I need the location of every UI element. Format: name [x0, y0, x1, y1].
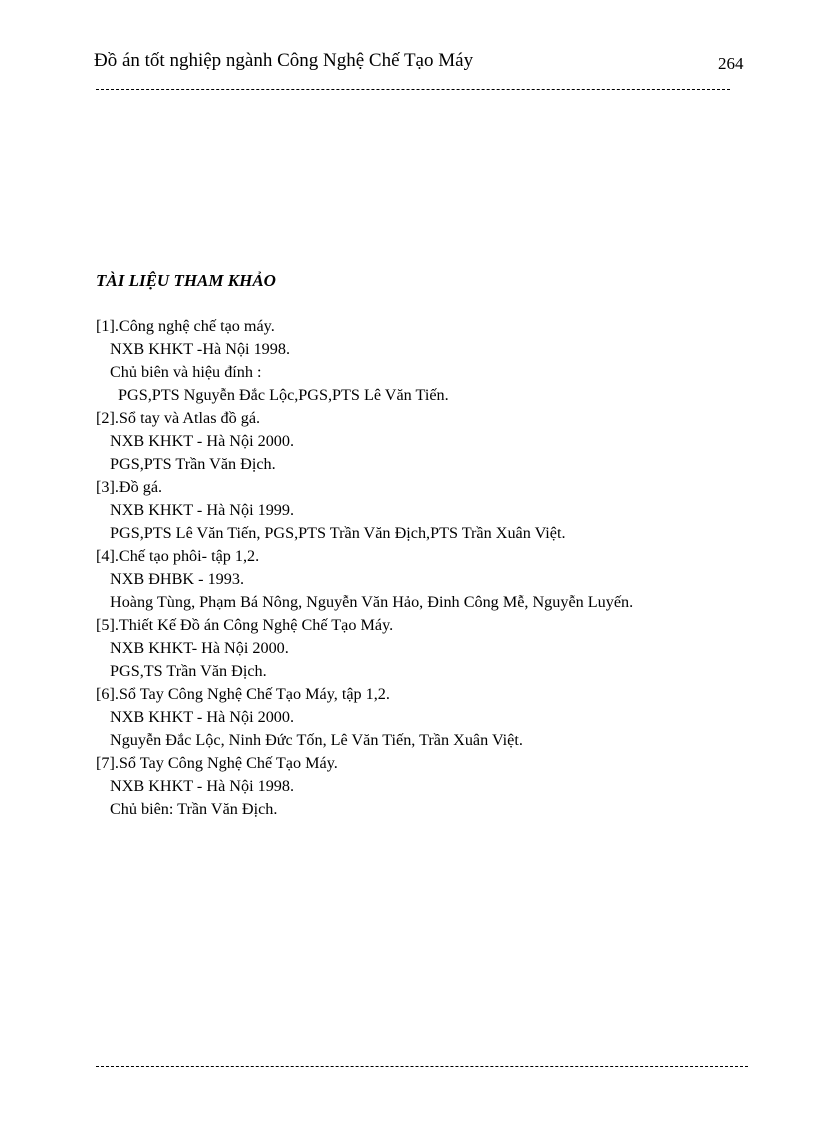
reference-entry	[96, 752, 776, 821]
reference-detail: Chủ biên và hiệu đính :	[110, 363, 262, 381]
reference-entry	[96, 614, 776, 683]
reference-list	[96, 315, 776, 821]
reference-title: [3].Đồ gá.	[96, 478, 163, 496]
reference-detail: Chủ biên: Trần Văn Địch.	[110, 800, 278, 818]
reference-entry	[96, 476, 776, 545]
reference-title: [5].Thiết Kế Đồ án Công Nghệ Chế Tạo Máy.	[96, 616, 394, 634]
reference-detail: NXB KHKT - Hà Nội 1998.	[110, 777, 295, 795]
reference-detail: NXB KHKT - Hà Nội 2000.	[110, 708, 295, 726]
reference-detail: PGS,PTS Trần Văn Địch.	[110, 455, 276, 473]
reference-detail: PGS,PTS Nguyễn Đắc Lộc,PGS,PTS Lê Văn Tiến.	[118, 386, 449, 404]
reference-detail: NXB KHKT- Hà Nội 2000.	[110, 639, 289, 657]
reference-title: [4].Chế tạo phôi- tập 1,2.	[96, 547, 260, 565]
footer-divider	[96, 1066, 748, 1067]
reference-detail: NXB ĐHBK - 1993.	[110, 570, 244, 588]
reference-detail: Nguyễn Đắc Lộc, Ninh Đức Tốn, Lê Văn Tiến, Trần Xuân Việt.	[110, 731, 523, 749]
reference-detail: NXB KHKT -Hà Nội 1998.	[110, 340, 290, 358]
header-divider	[96, 89, 730, 90]
reference-title: [6].Sổ Tay Công Nghệ Chế Tạo Máy, tập 1,2.	[96, 685, 390, 703]
document-title: Đồ án tốt nghiệp ngành Công Nghệ Chế Tạo Máy	[94, 50, 474, 71]
reference-title: [2].Sổ tay và Atlas đồ gá.	[96, 409, 261, 427]
reference-detail: NXB KHKT - Hà Nội 1999.	[110, 501, 295, 519]
reference-title: [7].Sổ Tay Công Nghệ Chế Tạo Máy.	[96, 754, 338, 772]
reference-entry	[96, 545, 776, 614]
reference-entry	[96, 315, 776, 407]
reference-title: [1].Công nghệ chế tạo máy.	[96, 317, 275, 335]
reference-detail: Hoàng Tùng, Phạm Bá Nông, Nguyễn Văn Hảo, Đinh Công Mễ, Nguyễn Luyến.	[110, 593, 634, 611]
reference-detail: PGS,PTS Lê Văn Tiến, PGS,PTS Trần Văn Địch,PTS Trần Xuân Việt.	[110, 524, 566, 542]
section-title: TÀI LIỆU THAM KHẢO	[96, 271, 276, 290]
page-number: 264	[718, 54, 744, 73]
reference-detail: PGS,TS Trần Văn Địch.	[110, 662, 267, 680]
reference-entry	[96, 407, 776, 476]
reference-entry	[96, 683, 776, 752]
reference-detail: NXB KHKT - Hà Nội 2000.	[110, 432, 295, 450]
